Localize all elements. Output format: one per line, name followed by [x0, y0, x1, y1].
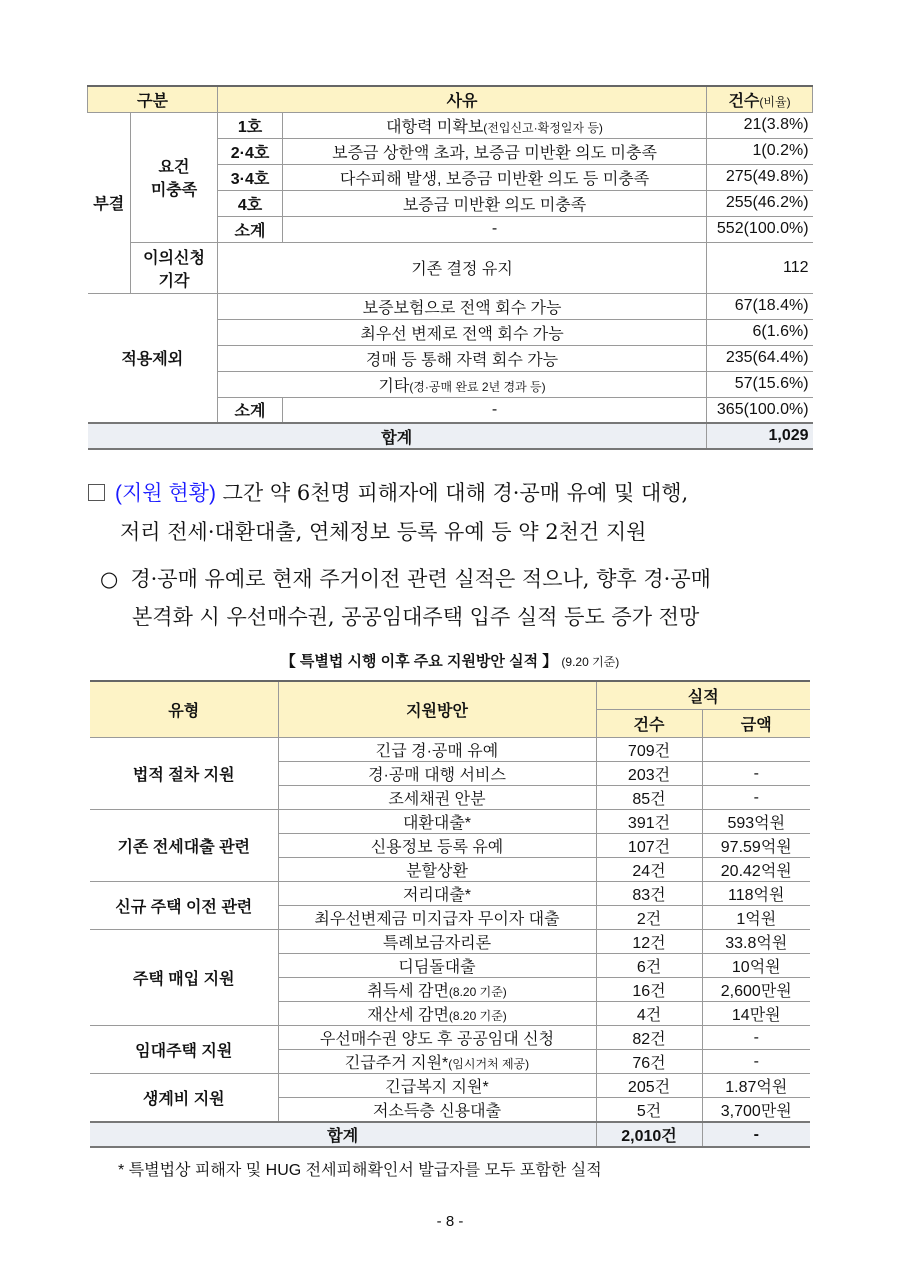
checkbox-square-icon	[88, 484, 105, 501]
amount-cell: 33.8억원	[702, 930, 810, 954]
count-cell: 85건	[596, 786, 702, 810]
total-count: 1,029	[707, 423, 813, 449]
support-type: 임대주택 지원	[90, 1026, 278, 1074]
table-row	[88, 293, 813, 319]
support-measure	[278, 810, 596, 834]
support-measure	[278, 858, 596, 882]
table-row	[90, 810, 810, 834]
count-cell: 5건	[596, 1098, 702, 1123]
reason-note: (경·공매 완료 2년 경과 등)	[409, 379, 546, 394]
count-cell: 203건	[596, 762, 702, 786]
table-caption: 【 특별법 시행 이후 주요 지원방안 실적 】 (9.20 기준)	[280, 653, 620, 670]
reason-cell	[283, 216, 707, 242]
count-cell: 2건	[596, 906, 702, 930]
count-cell: 391건	[596, 810, 702, 834]
amount-cell: -	[702, 1050, 810, 1074]
support-measure	[278, 1002, 596, 1026]
count-cell: 24건	[596, 858, 702, 882]
count-cell: 205건	[596, 1074, 702, 1098]
measure-text: 분할상환	[406, 863, 468, 880]
page-number: - 8 -	[436, 1213, 464, 1230]
count-cell: 6(1.6%)	[707, 319, 813, 345]
measure-text: 우선매수권 양도 후 공공임대 신청	[319, 1031, 555, 1048]
count-cell: 255(46.2%)	[707, 190, 813, 216]
rejection-stats-table	[87, 85, 813, 450]
reason-text: 최우선 변제로 전액 회수 가능	[360, 325, 564, 343]
reason-note: (전입신고·확정일자 등)	[483, 120, 603, 135]
support-measure	[278, 954, 596, 978]
count-cell: 112	[707, 242, 813, 293]
count-cell: 82건	[596, 1026, 702, 1050]
support-status-tag: (지원 현황)	[115, 482, 216, 505]
count-cell: 83건	[596, 882, 702, 906]
count-cell: 552(100.0%)	[707, 216, 813, 242]
measure-text: 취득세 감면	[367, 983, 449, 1000]
reason-cell	[283, 112, 707, 138]
header-reason: 사유	[218, 86, 707, 112]
excluded-label: 적용제외	[88, 293, 218, 423]
measure-text: 긴급복지 지원*	[385, 1079, 489, 1096]
amount-cell: 1억원	[702, 906, 810, 930]
table-row	[90, 882, 810, 906]
count-cell: 709건	[596, 738, 702, 762]
support-type: 주택 매입 지원	[90, 930, 278, 1026]
bullet-circle-icon: ○	[100, 567, 119, 591]
clause-code: 소계	[218, 216, 283, 242]
measure-text: 디딤돌대출	[398, 959, 476, 976]
amount-cell: 10억원	[702, 954, 810, 978]
amount-cell: 20.42억원	[702, 858, 810, 882]
support-measure	[278, 1050, 596, 1074]
measure-text: 저리대출*	[402, 887, 472, 904]
measure-note: (8.20 기준)	[448, 985, 507, 999]
table-row	[90, 930, 810, 954]
clause-code: 1호	[218, 112, 283, 138]
measure-text: 긴급 경·공매 유예	[375, 743, 499, 760]
reason-cell	[218, 371, 707, 397]
reason-cell	[218, 345, 707, 371]
reason-text: 보증금 상한액 초과, 보증금 미반환 의도 미충족	[332, 144, 657, 162]
measure-note: (임시거처 제공)	[448, 1057, 530, 1071]
reason-cell	[283, 190, 707, 216]
reason-cell	[283, 164, 707, 190]
count-cell: 365(100.0%)	[707, 397, 813, 423]
reason-text: 다수피해 발생, 보증금 미반환 의도 등 미충족	[339, 170, 650, 188]
table-row	[90, 738, 810, 762]
count-cell: 6건	[596, 954, 702, 978]
support-type: 생계비 지원	[90, 1074, 278, 1123]
measure-note: (8.20 기준)	[448, 1009, 507, 1023]
support-measure	[278, 1074, 596, 1098]
clause-code: 4호	[218, 190, 283, 216]
measure-text: 대환대출*	[402, 815, 472, 832]
measure-text: 신용정보 등록 유예	[370, 839, 504, 856]
header-category: 구분	[88, 86, 218, 112]
amount-cell: 2,600만원	[702, 978, 810, 1002]
support-measure	[278, 786, 596, 810]
support-measure	[278, 930, 596, 954]
reason-text: 보증금 미반환 의도 미충족	[402, 196, 587, 214]
amount-cell: -	[702, 1026, 810, 1050]
support-measure	[278, 906, 596, 930]
reason-cell: 기존 결정 유지	[218, 242, 707, 293]
total-amount: -	[702, 1122, 810, 1147]
table-row	[88, 242, 813, 293]
total-row	[90, 1122, 810, 1147]
amount-cell: 14만원	[702, 1002, 810, 1026]
count-cell: 4건	[596, 1002, 702, 1026]
count-cell: 57(15.6%)	[707, 371, 813, 397]
amount-cell	[702, 738, 810, 762]
table-header-row	[90, 681, 810, 710]
measure-text: 조세채권 안분	[388, 791, 486, 808]
count-cell: 107건	[596, 834, 702, 858]
support-measure	[278, 738, 596, 762]
reason-cell	[283, 138, 707, 164]
reason-text: 대항력 미확보	[386, 118, 484, 136]
reason-text: -	[491, 220, 498, 237]
total-row	[88, 423, 813, 449]
count-cell: 16건	[596, 978, 702, 1002]
reason-text: 보증보험으로 전액 회수 가능	[362, 299, 562, 317]
count-cell: 235(64.4%)	[707, 345, 813, 371]
measure-text: 경·공매 대행 서비스	[368, 767, 506, 784]
support-measure	[278, 834, 596, 858]
support-measure	[278, 978, 596, 1002]
reason-cell	[218, 319, 707, 345]
support-results-table	[90, 680, 810, 1148]
reason-text: 경매 등 통해 자력 회수 가능	[365, 351, 559, 369]
measure-text: 저소득층 신용대출	[372, 1103, 502, 1120]
amount-cell: 3,700만원	[702, 1098, 810, 1123]
support-type: 법적 절차 지원	[90, 738, 278, 810]
paragraph-outlook: ○ 경·공매 유예로 현재 주거이전 관련 실적은 적으나, 향후 경·공매 본격화 시 우선매수권, 공공임대주택 입주 실적 등도 증가 전망	[100, 567, 711, 629]
table-row	[90, 1026, 810, 1050]
count-cell: 67(18.4%)	[707, 293, 813, 319]
measure-text: 최우선변제금 미지급자 무이자 대출	[314, 911, 560, 928]
header-measure: 지원방안	[278, 681, 596, 738]
count-cell: 12건	[596, 930, 702, 954]
table-header-row	[88, 86, 813, 112]
support-measure	[278, 1098, 596, 1123]
measure-text: 긴급주거 지원*	[344, 1055, 449, 1072]
unmet-label: 요건 미충족	[131, 112, 218, 242]
count-cell: 21(3.8%)	[707, 112, 813, 138]
paragraph-support-status: (지원 현황) 그간 약 6천명 피해자에 대해 경·공매 유예 및 대행, 저리 전세·대환대출, 연체정보 등록 유예 등 약 2천건 지원	[88, 474, 688, 551]
table-row	[90, 1074, 810, 1098]
support-measure	[278, 882, 596, 906]
count-cell: 76건	[596, 1050, 702, 1074]
total-label: 합계	[88, 423, 707, 449]
count-cell: 1(0.2%)	[707, 138, 813, 164]
rejected-label: 부결	[88, 112, 131, 293]
count-cell: 275(49.8%)	[707, 164, 813, 190]
header-count: 건수	[596, 710, 702, 738]
subtotal-label: 소계	[218, 397, 283, 423]
header-amount: 금액	[702, 710, 810, 738]
measure-text: 특례보금자리론	[382, 935, 492, 952]
objection-label: 이의신청 기각	[131, 242, 218, 293]
amount-cell: -	[702, 786, 810, 810]
total-count: 2,010건	[596, 1122, 702, 1147]
header-type: 유형	[90, 681, 278, 738]
amount-cell: -	[702, 762, 810, 786]
reason-text: 기타	[378, 377, 410, 395]
support-measure	[278, 762, 596, 786]
clause-code: 2·4호	[218, 138, 283, 164]
clause-code: 3·4호	[218, 164, 283, 190]
amount-cell: 118억원	[702, 882, 810, 906]
table-row	[88, 112, 813, 138]
total-label: 합계	[90, 1122, 596, 1147]
reason-cell: -	[283, 397, 707, 423]
support-type: 기존 전세대출 관련	[90, 810, 278, 882]
amount-cell: 593억원	[702, 810, 810, 834]
header-count: 건수(비율)	[707, 86, 813, 112]
footnote: * 특별법상 피해자 및 HUG 전세피해확인서 발급자를 모두 포함한 실적	[118, 1162, 602, 1179]
header-result: 실적	[596, 681, 810, 710]
support-type: 신규 주택 이전 관련	[90, 882, 278, 930]
support-measure	[278, 1026, 596, 1050]
amount-cell: 1.87억원	[702, 1074, 810, 1098]
measure-text: 재산세 감면	[367, 1007, 449, 1024]
amount-cell: 97.59억원	[702, 834, 810, 858]
reason-cell	[218, 293, 707, 319]
